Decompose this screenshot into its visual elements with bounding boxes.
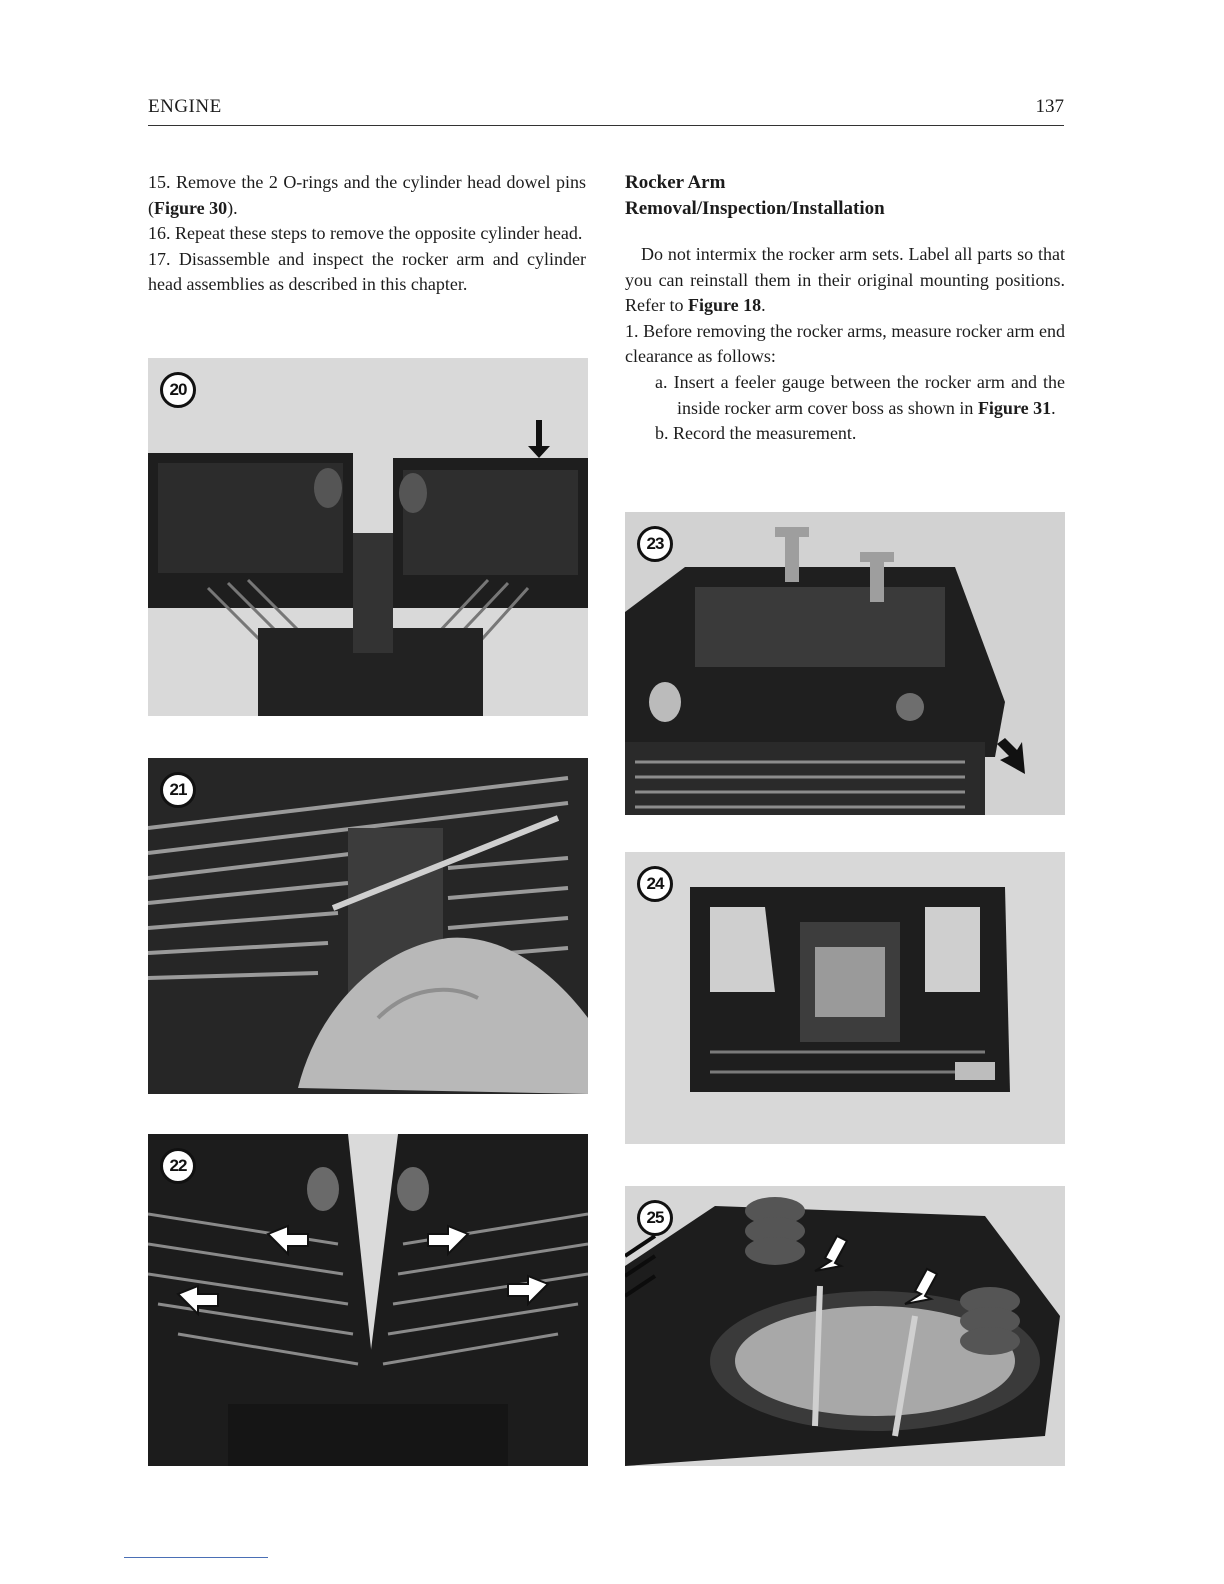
figure-number-badge: 23 — [637, 526, 673, 562]
substep-a: a. Insert a feeler gauge between the rocker arm and the inside rocker arm cover boss as shown in Figure 31. — [655, 371, 1065, 418]
step-1: 1. Before removing the rocker arms, measure rocker arm end clearance as follows: — [625, 320, 1065, 367]
valve-springs-illustration — [625, 1186, 1065, 1466]
left-column-text — [148, 170, 586, 298]
figure-20-photo — [148, 358, 588, 716]
figure-23-photo — [625, 512, 1065, 815]
running-header — [148, 96, 1064, 126]
cylinder-arrows-illustration — [148, 1134, 588, 1466]
header-rule — [148, 125, 1064, 126]
right-column-text — [625, 170, 1065, 447]
step-15: 15. Remove the 2 O-rings and the cylinder head dowel pins (Figure 30). — [148, 172, 586, 218]
figure-ref: Figure 31 — [977, 397, 1052, 418]
figure-number-badge: 22 — [160, 1148, 196, 1184]
figure-24-photo — [625, 852, 1065, 1144]
step-16: 16. Repeat these steps to remove the opposite cylinder head. — [148, 223, 583, 244]
figure-25-photo — [625, 1186, 1065, 1466]
cylinder-fins-illustration — [148, 758, 588, 1094]
section-heading: Rocker Arm Removal/Inspection/Installation — [625, 172, 885, 219]
cylinder-head-illustration — [625, 512, 1065, 815]
figure-ref: Figure 30 — [154, 197, 228, 218]
figure-ref: Figure 18 — [687, 295, 762, 316]
figure-number-badge: 20 — [160, 372, 196, 408]
figure-21-photo — [148, 758, 588, 1094]
engine-v-twin-illustration — [148, 358, 588, 716]
footer-link-rule — [124, 1557, 268, 1558]
intro-paragraph: Do not intermix the rocker arm sets. Label all parts so that you can reinstall them in their original mounting positions. Refer to Figure 18. — [625, 244, 1065, 316]
step-17: 17. Disassemble and inspect the rocker arm and cylinder head assemblies as described in this chapter. — [148, 248, 586, 295]
figure-number-badge: 25 — [637, 1200, 673, 1236]
page-number: 137 — [1035, 96, 1064, 117]
figure-22-photo — [148, 1134, 588, 1466]
figure-number-badge: 24 — [637, 866, 673, 902]
substep-b: b. Record the measurement. — [655, 423, 857, 444]
figure-number-badge: 21 — [160, 772, 196, 808]
section-title: ENGINE — [148, 96, 222, 117]
rocker-cover-illustration — [625, 852, 1065, 1144]
